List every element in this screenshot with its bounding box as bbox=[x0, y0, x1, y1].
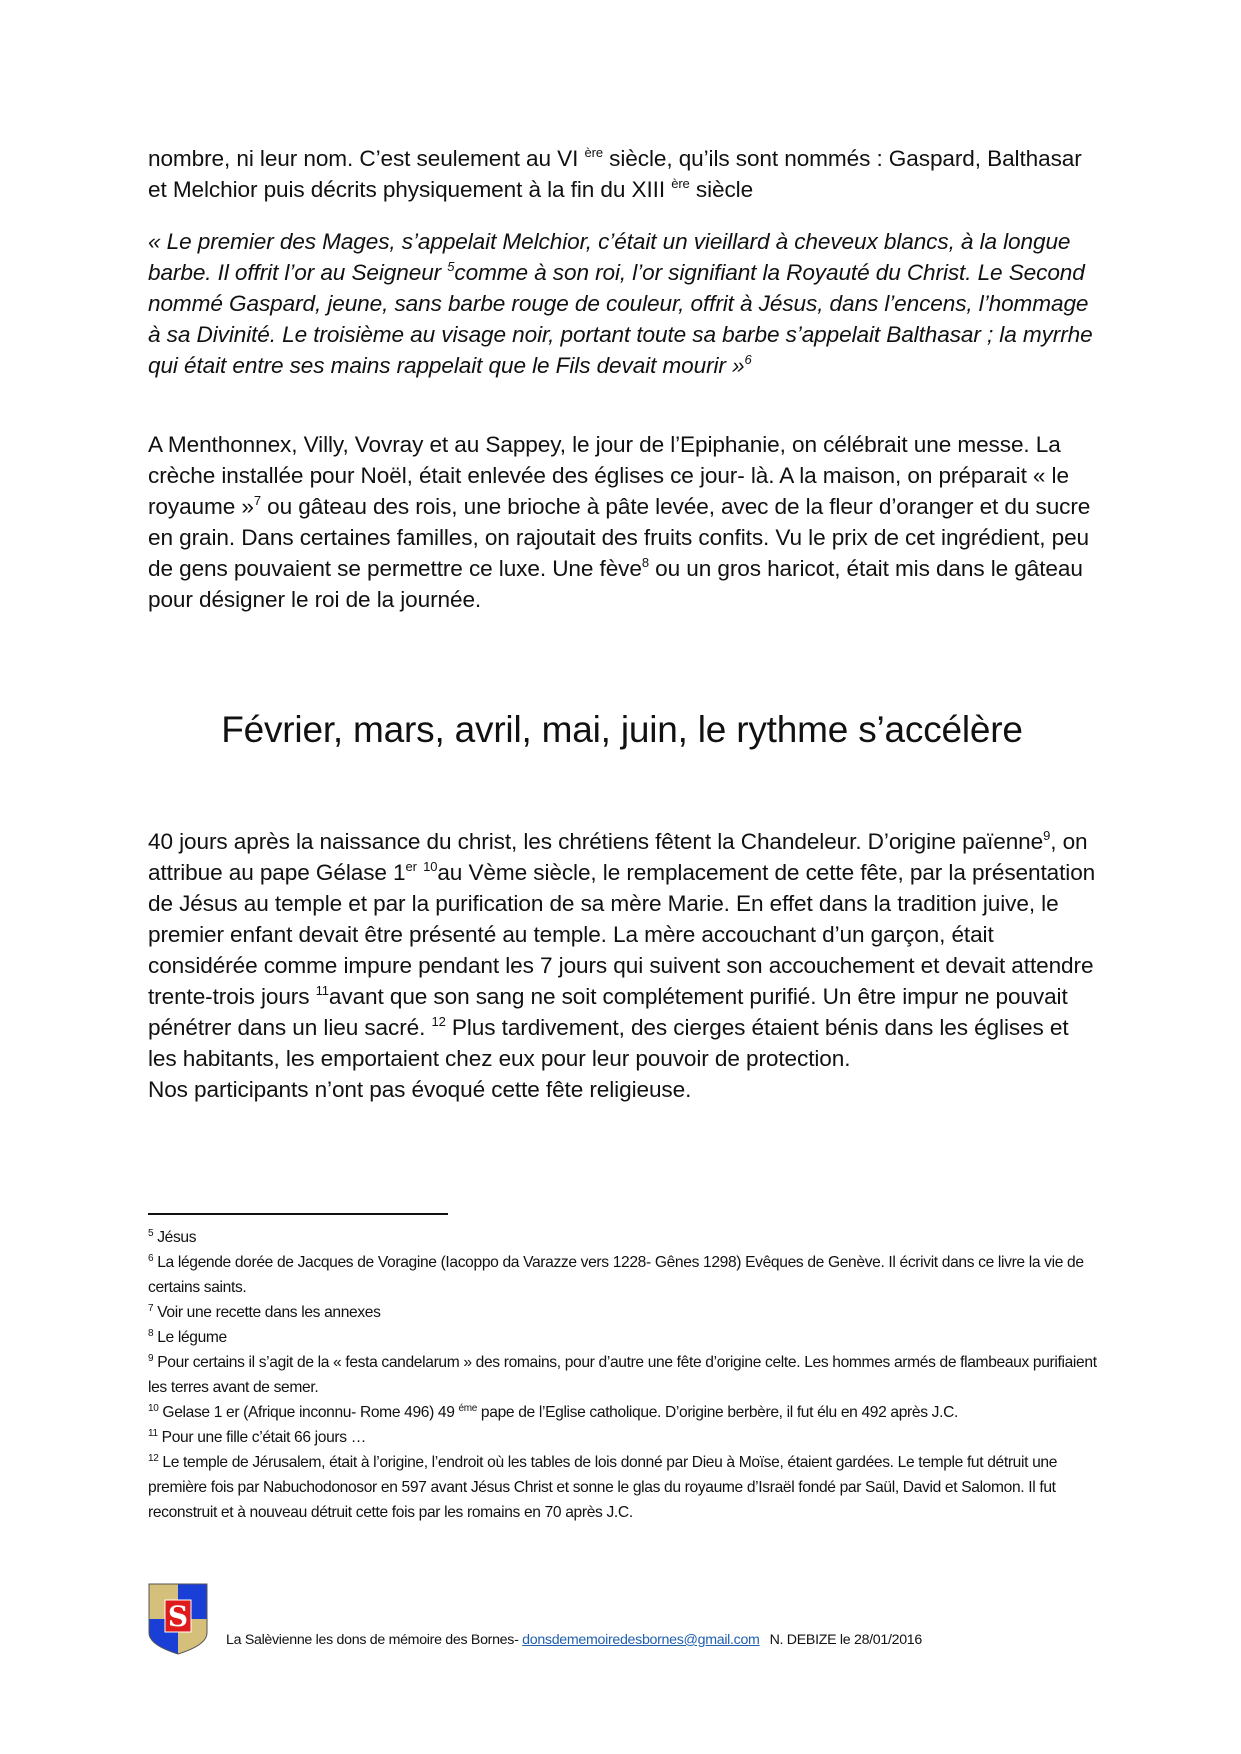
footnote-7: $^7$ Voir une recette dans les annexes bbox=[148, 1303, 381, 1321]
footnote-ref-8[interactable]: 8 bbox=[641, 555, 649, 570]
quote-golden-legend: « Le premier des Mages, s’appelait Melchior, c’était un vieillard à cheveux blancs, à la longue barbe. Il offrit l’or au Seigneur $^5$comme à son roi, l’or signifiant la Royauté du Christ. Le Second nommé Gaspard, jeune, sans barbe rouge de couleur, offrit à Jésus, dans l’encens, l’hommage à sa Divinité. Le troisième au visage noir, portant toute sa barbe s’appelait Balthasar ; la myrrhe qui était entre ses mains rappelait que le Fils devait mourir »$^6$ bbox=[148, 229, 1093, 378]
footnote-5: $^5$ Jésus bbox=[148, 1228, 197, 1246]
footnote-ref-6[interactable]: 6 bbox=[744, 352, 752, 367]
paragraph-chandeleur: 40 jours après la naissance du christ, les chrétiens fêtent la Chandeleur. D’origine païenne$^9$, on attribue au pape Gélase 1er $^{10}$au Vème siècle, le remplacement de cette fête, par la présentation de Jésus au temple et par la purification de sa mère Marie. En effet dans la tradition juive, le premier enfant devait être présenté au temple. La mère accouchant d’un garçon, était considérée comme impure pendant les 7 jours qui suivent son accouchement et devait attendre trente-trois jours $^{11}$avant que son sang ne soit complétement purifié. Un être impur ne pouvait pénétrer dans un lieu sacré. $^{12}$ Plus tardivement, des cierges étaient bénis dans les églises et les habitants, les emportaient chez eux pour leur pouvoir de protection. Nos participants n’ont pas évoqué cette fête religieuse. bbox=[148, 828, 1096, 1102]
coat-of-arms-logo-icon bbox=[148, 1583, 208, 1655]
footnote-ref-9[interactable]: 9 bbox=[1043, 828, 1051, 843]
footnote-ref-10[interactable]: 10 bbox=[423, 859, 438, 874]
footnote-10: $^{10}$ Gelase 1 er (Afrique inconnu- Rome 496) 49 $^{éme}$ pape de l’Eglise catholique. D’origine berbère, il fut élu en 492 après J.C. bbox=[148, 1403, 958, 1421]
author-date: N. DEBIZE le 28/01/2016 bbox=[769, 1632, 922, 1648]
footnote-separator bbox=[148, 1213, 448, 1215]
superscript: ère bbox=[671, 176, 690, 191]
footnote-8: $^8$ Le légume bbox=[148, 1328, 227, 1346]
paragraph-epiphany: A Menthonnex, Villy, Vovray et au Sappey, le jour de l’Epiphanie, on célébrait une messe. La crèche installée pour Noël, était enlevée des églises ce jour- là. A la maison, on préparait « le royaume »$^7$ ou gâteau des rois, une brioche à pâte levée, avec de la fleur d’oranger et du sucre en grain. Dans certaines familles, on rajoutait des fruits confits. Vu le prix de cet ingrédient, peu de gens pouvaient se permettre ce luxe. Une fève$^8$ ou un gros haricot, était mis dans le gâteau pour désigner le roi de la journée. bbox=[148, 432, 1091, 612]
footnote-12: $^{12}$ Le temple de Jérusalem, était à l’origine, l’endroit où les tables de lois donné par Dieu à Moïse, étaient gardées. Le temple fut détruit une première fois par Nabuchodonosor en 597 avant Jésus Christ et sonne le glas du royaume d’Israël fondé par Saül, David et Salomon. Il fut reconstruit et à nouveau détruit cette fois par les romains en 70 après J.C. bbox=[148, 1453, 1058, 1521]
email-link[interactable]: donsdememoiredesbornes@gmail.com bbox=[522, 1632, 760, 1648]
superscript: ère bbox=[584, 145, 603, 160]
page-footer bbox=[148, 1583, 1108, 1663]
footnote-ref-5[interactable]: 5 bbox=[447, 259, 455, 274]
logo-letter: S bbox=[167, 1600, 189, 1633]
section-heading: Février, mars, avril, mai, juin, le rythme s’accélère bbox=[221, 709, 1023, 750]
footnote-9: $^9$ Pour certains il s’agit de la « festa candelarum » des romains, pour d’autre une fête d’origine celte. Les hommes armés de flambeaux purifiaient les terres avant de semer. bbox=[148, 1353, 1097, 1396]
footnote-ref-7[interactable]: 7 bbox=[253, 493, 261, 508]
footnote-ref-11[interactable]: 11 bbox=[315, 983, 329, 998]
superscript: er bbox=[405, 859, 417, 874]
footnote-6: $^6$ La légende dorée de Jacques de Voragine (Iacoppo da Varazze vers 1228- Gênes 1298) Evêques de Genève. Il écrivit dans ce livre la vie de certains saints. bbox=[148, 1253, 1084, 1296]
paragraph-magi-names: nombre, ni leur nom. C’est seulement au VI $^{ère}$ siècle, qu’ils sont nommés : Gaspard, Balthasar et Melchior puis décrits physiquement à la fin du XIII $^{ère}$ siècle bbox=[148, 145, 1082, 202]
footer-text bbox=[226, 1631, 922, 1649]
footnote-11: $^{11}$ Pour une fille c’était 66 jours … bbox=[148, 1428, 366, 1446]
footnotes bbox=[148, 1225, 1108, 1525]
footnote-ref-12[interactable]: 12 bbox=[431, 1014, 446, 1029]
org-name: La Salèvienne les dons de mémoire des Bornes- bbox=[226, 1632, 523, 1648]
